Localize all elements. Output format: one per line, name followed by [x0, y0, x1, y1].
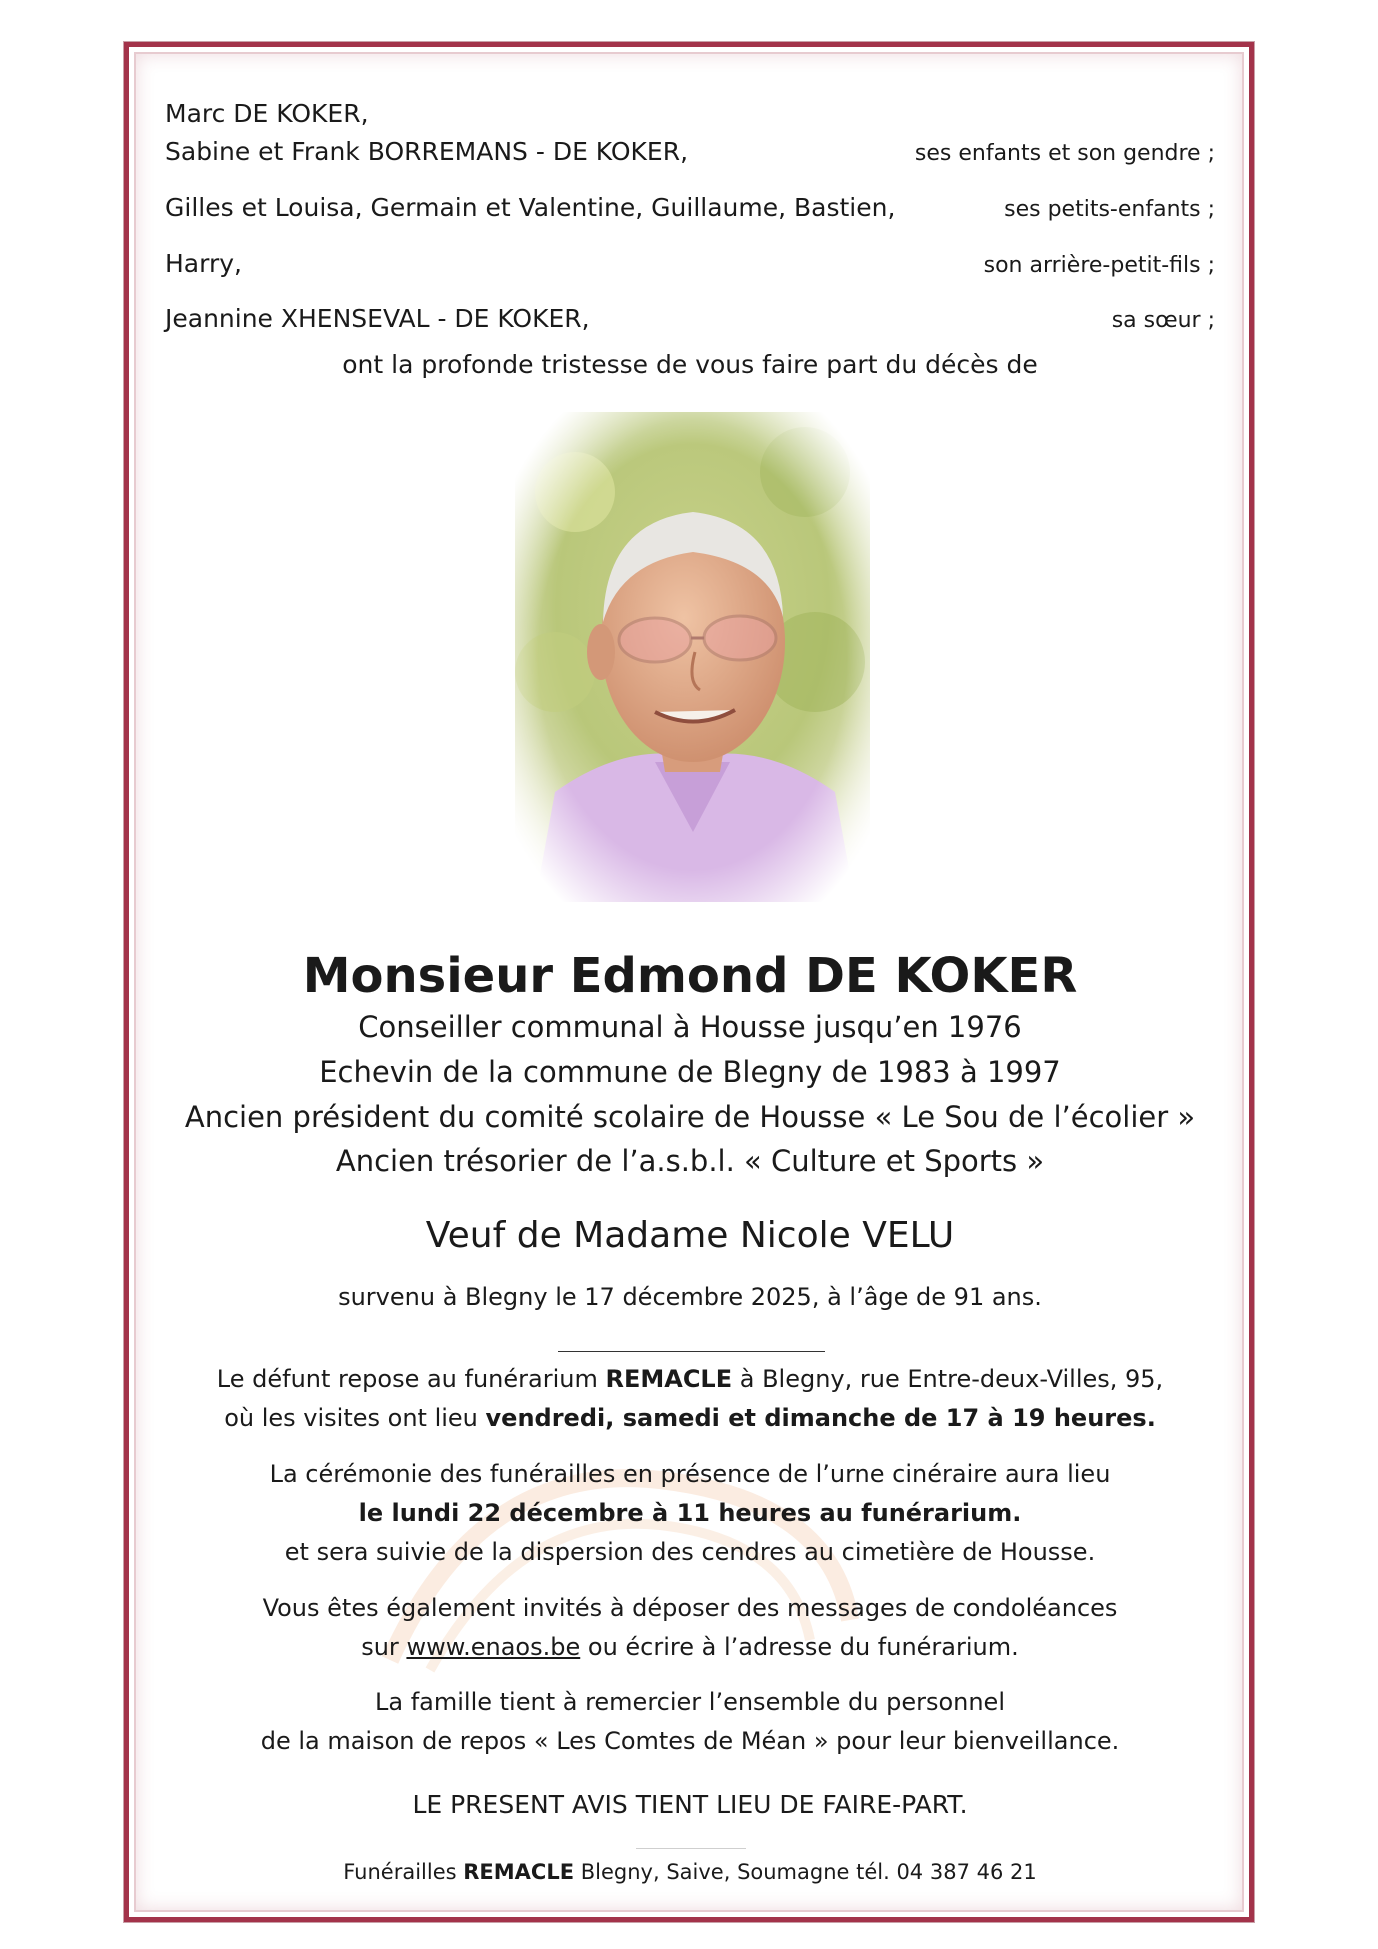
family-row — [165, 88, 1215, 128]
intro-text: ont la profonde tristesse de vous faire part du décès de — [342, 350, 1038, 379]
footer-separator — [636, 1848, 746, 1849]
family-relation: ses enfants et son gendre ; — [914, 141, 1215, 166]
family-relation: son arrière-petit-fils ; — [983, 253, 1215, 278]
ceremony-line3: et sera suivie de la dispersion des cendres au cimetière de Housse. — [284, 1538, 1096, 1566]
thanks-line1: La famille tient à remercier l’ensemble du personnel — [375, 1688, 1005, 1716]
family-relation: ses petits-enfants ; — [1004, 197, 1215, 222]
deceased-title: Echevin de la commune de Blegny de 1983 à 1997 — [319, 1055, 1061, 1089]
family-name: Gilles et Louisa, Germain et Valentine, Guillaume, Bastien, — [165, 193, 896, 222]
remacle-name: REMACLE — [605, 1365, 733, 1393]
footer-brand: REMACLE — [463, 1860, 575, 1884]
footer: Funérailles REMACLE Blegny, Saive, Soumagne tél. 04 387 46 21 — [343, 1860, 1037, 1884]
ceremony-line2: le lundi 22 décembre à 11 heures au funérarium. — [358, 1499, 1022, 1527]
visit-hours: vendredi, samedi et dimanche de 17 à 19 heures. — [485, 1404, 1156, 1432]
condolences-line2: sur www.enaos.be ou écrire à l’adresse du funérarium. — [361, 1633, 1019, 1661]
deceased-title: Ancien trésorier de l’a.s.b.l. « Culture et Sports » — [335, 1144, 1045, 1178]
family-row — [165, 182, 1215, 222]
death-line: survenu à Blegny le 17 décembre 2025, à l’âge de 91 ans. — [338, 1283, 1042, 1311]
family-name: Marc DE KOKER, — [165, 99, 369, 128]
family-row — [165, 126, 1215, 166]
thanks-line2: de la maison de repos « Les Comtes de Méan » pour leur bienveillance. — [260, 1727, 1120, 1755]
portrait-photo — [515, 412, 870, 902]
notice-text: LE PRESENT AVIS TIENT LIEU DE FAIRE-PART. — [412, 1790, 968, 1819]
separator — [558, 1351, 825, 1352]
family-row — [165, 238, 1215, 278]
widower-line: Veuf de Madame Nicole VELU — [425, 1215, 955, 1256]
visit-paragraph-line2: où les visites ont lieu vendredi, samedi et dimanche de 17 à 19 heures. — [224, 1404, 1156, 1432]
enaos-link[interactable]: www.enaos.be — [406, 1633, 581, 1661]
deceased-title: Ancien président du comité scolaire de Housse « Le Sou de l’écolier » — [184, 1100, 1196, 1134]
ceremony-line1: La cérémonie des funérailles en présence de l’urne cinéraire aura lieu — [269, 1460, 1111, 1488]
deceased-name: Monsieur Edmond DE KOKER — [302, 948, 1078, 1004]
family-name: Harry, — [165, 249, 242, 278]
family-relation: sa sœur ; — [1111, 308, 1215, 333]
deceased-title: Conseiller communal à Housse jusqu’en 1976 — [358, 1010, 1022, 1044]
condolences-line1: Vous êtes également invités à déposer des messages de condoléances — [262, 1594, 1118, 1622]
family-row — [165, 293, 1215, 333]
family-name: Sabine et Frank BORREMANS - DE KOKER, — [165, 137, 689, 166]
family-name: Jeannine XHENSEVAL - DE KOKER, — [165, 304, 590, 333]
visit-paragraph-line1: Le défunt repose au funérarium REMACLE à Blegny, rue Entre-deux-Villes, 95, — [216, 1365, 1164, 1393]
